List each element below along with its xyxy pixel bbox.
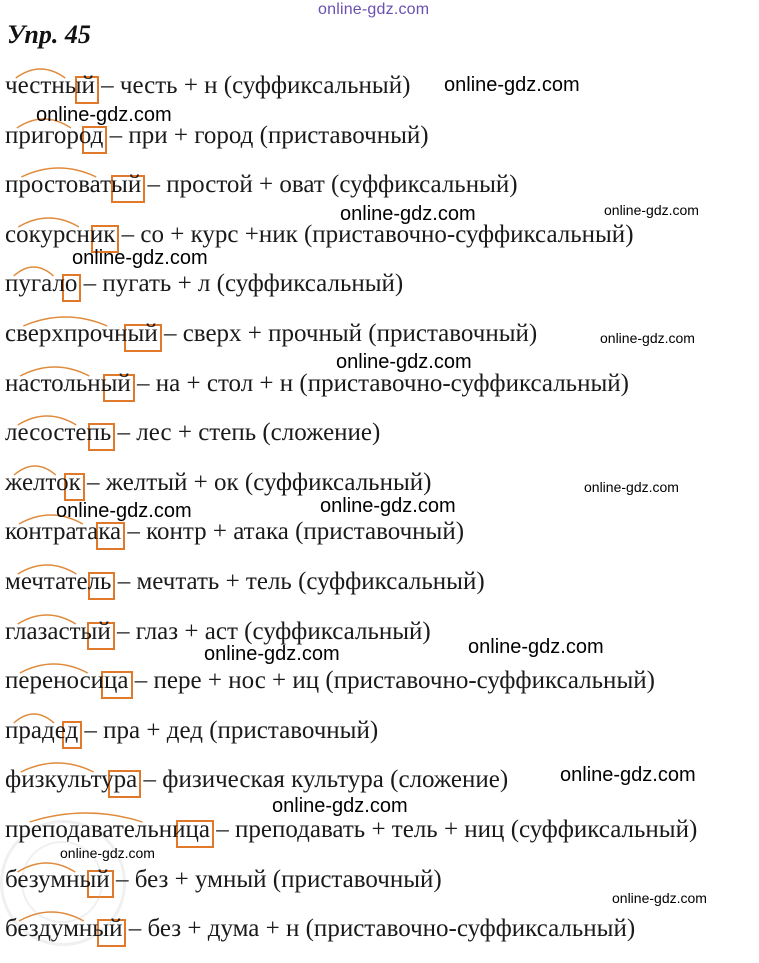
entry-text: пригород – при + город (приставочный) <box>5 121 429 149</box>
entry-row <box>5 268 759 318</box>
watermark-text: online-gdz.com <box>320 495 456 517</box>
entry-text: прадед – пра + дед (приставочный) <box>5 716 379 744</box>
watermark-text: online-gdz.com <box>560 764 696 786</box>
entry-text: честный – честь + н (суффиксальный) <box>5 72 411 99</box>
entry-text: пугало – пугать + л (суффиксальный) <box>5 270 404 298</box>
entry-row <box>5 417 759 467</box>
entry-row <box>5 665 759 715</box>
watermark-text: online-gdz.com <box>340 203 476 225</box>
entry-text: сокурсник – со + курс +ник (приставочно-суффиксальный) <box>5 220 634 248</box>
watermark-text: online-gdz.com <box>612 890 707 906</box>
watermark-text: online-gdz.com <box>336 351 472 373</box>
watermark-text: online-gdz.com <box>600 330 695 346</box>
entry-text: физкультура – физическая культура (сложение) <box>5 766 509 794</box>
watermark-text: online-gdz.com <box>204 643 340 665</box>
entry-row <box>5 566 759 616</box>
entry-text: безумный – без + умный (приставочный) <box>5 865 442 893</box>
entry-text: настольный – на + стол + н (приставочно-суффиксальный) <box>5 369 629 397</box>
watermark-text: online-gdz.com <box>36 104 172 126</box>
watermark-text: online-gdz.com <box>72 247 208 269</box>
watermark-text: online-gdz.com <box>444 74 580 96</box>
watermark-text: online-gdz.com <box>272 795 408 817</box>
entry-text: мечтатель – мечтать + тель (суффиксальный) <box>5 567 485 595</box>
entry-text: глазастый – глаз + аст (суффиксальный) <box>5 617 431 645</box>
entry-row <box>5 913 759 963</box>
entry-row <box>5 616 759 666</box>
watermark-text: online-gdz.com <box>468 636 604 658</box>
entry-text: желток – желтый + ок (суффиксальный) <box>5 468 432 496</box>
site-watermark-top: online-gdz.com <box>318 1 430 18</box>
entry-text: бездумный – без + дума + н (приставочно-суффиксальный) <box>5 915 636 943</box>
watermark-text: online-gdz.com <box>604 202 699 218</box>
entry-row <box>5 715 759 765</box>
entry-text: лесостепь – лес + степь (сложение) <box>5 419 381 447</box>
exercise-title: Упр. 45 <box>7 20 91 49</box>
entry-text: сверхпрочный – сверх + прочный (приставочный) <box>5 319 538 347</box>
entry-text: простоватый – простой + оват (суффиксальный) <box>5 171 518 199</box>
watermark-text: online-gdz.com <box>56 500 192 522</box>
entry-text: преподавательница – преподавать + тель + ниц (суффиксальный) <box>5 815 698 843</box>
entry-text: контратака – контр + атака (приставочный) <box>5 518 465 546</box>
entry-row <box>5 516 759 566</box>
entry-row <box>5 368 759 418</box>
watermark-text: online-gdz.com <box>584 479 679 495</box>
entry-text: переносица – пере + нос + иц (приставочно-суффиксальный) <box>5 667 655 695</box>
watermark-text: online-gdz.com <box>60 845 155 861</box>
entry-row <box>5 120 759 170</box>
